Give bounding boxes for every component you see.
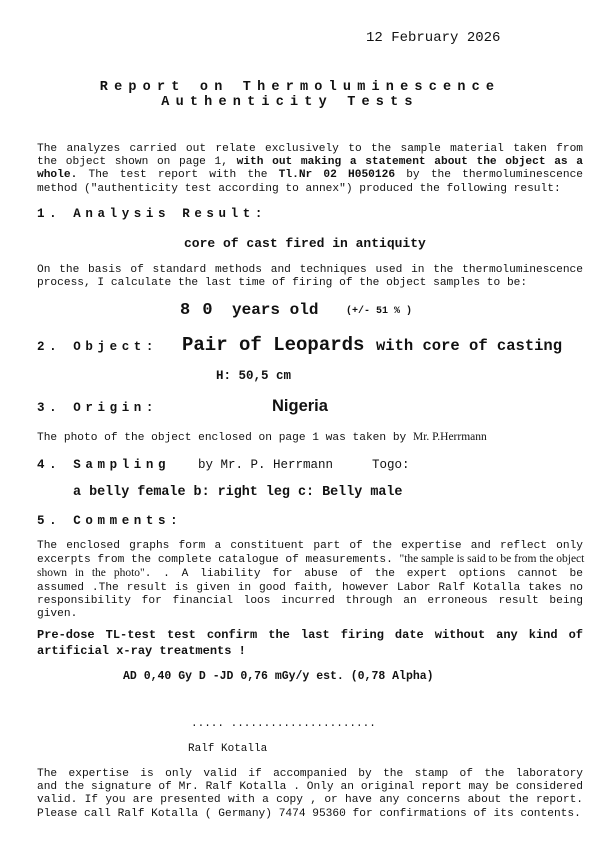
object-detail: with core of casting [376, 337, 563, 355]
report-title-line-2: Authenticity Tests [161, 95, 419, 110]
comments-line-2-text: excerpts from the complete catalogue of measurements. [37, 554, 400, 567]
comments-line-5: responsibility for financial loos incurred through an erroneous result being [37, 594, 583, 607]
validity-line-1: The expertise is only valid if accompanied by the stamp of the laboratory [37, 768, 583, 780]
intro-line-3-bold: whole. [37, 169, 78, 182]
origin-country: Nigeria [272, 397, 328, 415]
intro-line-2-bold: with out making a statement about the object as a [236, 156, 584, 169]
intro-line-2-text: the object shown on page 1, [37, 156, 237, 169]
intro-line-2 [37, 156, 583, 169]
dose-values: AD 0,40 Gy D -JD 0,76 mGy/y est. (0,78 Alpha) [123, 670, 434, 683]
sampling-place: Togo: [372, 458, 410, 472]
sample-locations: a belly female b: right leg c: Belly male [73, 485, 403, 500]
validity-line-2: and the signature of Mr. Ralf Kotalla . Only an original report may be considered [37, 781, 583, 794]
age-error-margin: (+/- 51 % ) [346, 306, 413, 317]
comments-paragraph [37, 540, 583, 621]
age-value: 8 0 [180, 301, 214, 320]
pre-dose-statement [37, 627, 583, 659]
test-report-number: Tl.Nr 02 H050126 [278, 169, 396, 182]
photo-note-text: The photo of the object enclosed on page 1 was taken by [37, 432, 413, 444]
report-title-line-1: Report on Thermoluminescence [99, 80, 501, 95]
section-3-heading: 3. Origin: [37, 401, 159, 415]
comments-quote-end: shown in the photo" [37, 567, 145, 580]
section-1-line-1: On the basis of standard methods and techniques used in the thermoluminescence [37, 264, 583, 276]
comments-line-2 [37, 553, 583, 567]
pre-dose-line-2: artificial x-ray treatments ! [37, 644, 246, 658]
intro-paragraph [37, 143, 583, 196]
intro-line-3 [37, 169, 583, 182]
intro-line-3-tail: by the thermoluminescence [395, 169, 583, 182]
comments-line-6: given. [37, 608, 78, 621]
validity-notice [37, 768, 583, 821]
comments-line-4: assumed .The result is given in good faith, however Labor Ralf Kotalla takes no [37, 581, 583, 594]
comments-line-1: The enclosed graphs form a constituent part of the expertise and reflect only [37, 540, 583, 552]
signature-line: ..... ...................... [191, 718, 376, 730]
section-1-line-2: process, I calculate the last time of firing of the object samples to be: [37, 277, 528, 290]
photo-note [37, 431, 487, 445]
intro-line-3-text: The test report with the [77, 169, 279, 182]
section-1-paragraph [37, 264, 583, 290]
intro-line-1: The analyzes carried out relate exclusively to the sample material taken from [37, 143, 583, 155]
validity-line-3: valid. If you are presented with a copy , or have any concerns about the report. [37, 794, 583, 807]
photographer-name: Mr. P.Herrmann [412, 431, 487, 443]
section-2-heading: 2. Object: [37, 340, 159, 354]
validity-line-4: Please call Ralf Kotalla ( Germany) 7474 95360 for confirmations of its contents. [37, 807, 581, 820]
comments-quote-start: "the sample is said to be from the object [399, 553, 585, 566]
sampling-by: by Mr. P. Herrmann [198, 458, 334, 472]
analysis-result: core of cast fired in antiquity [184, 236, 426, 251]
section-4-heading: 4. Sampling [37, 458, 171, 472]
comments-line-3 [37, 567, 583, 581]
intro-line-4: method ("authenticity test according to annex") produced the following result: [37, 182, 561, 195]
report-date: 12 February 2026 [366, 30, 501, 46]
age-unit: years old [232, 301, 319, 319]
comments-line-3-text: . . A liability for abuse of the expert options cannot be [144, 568, 583, 581]
signatory-name: Ralf Kotalla [188, 743, 268, 755]
object-height: H: 50,5 cm [216, 369, 292, 383]
object-name: Pair of Leopards [182, 334, 365, 356]
pre-dose-line-1: Pre-dose TL-test test confirm the last firing date without any kind of [37, 628, 583, 642]
section-1-heading: 1. Analysis Result: [37, 207, 267, 221]
section-5-heading: 5. Comments: [37, 514, 183, 528]
